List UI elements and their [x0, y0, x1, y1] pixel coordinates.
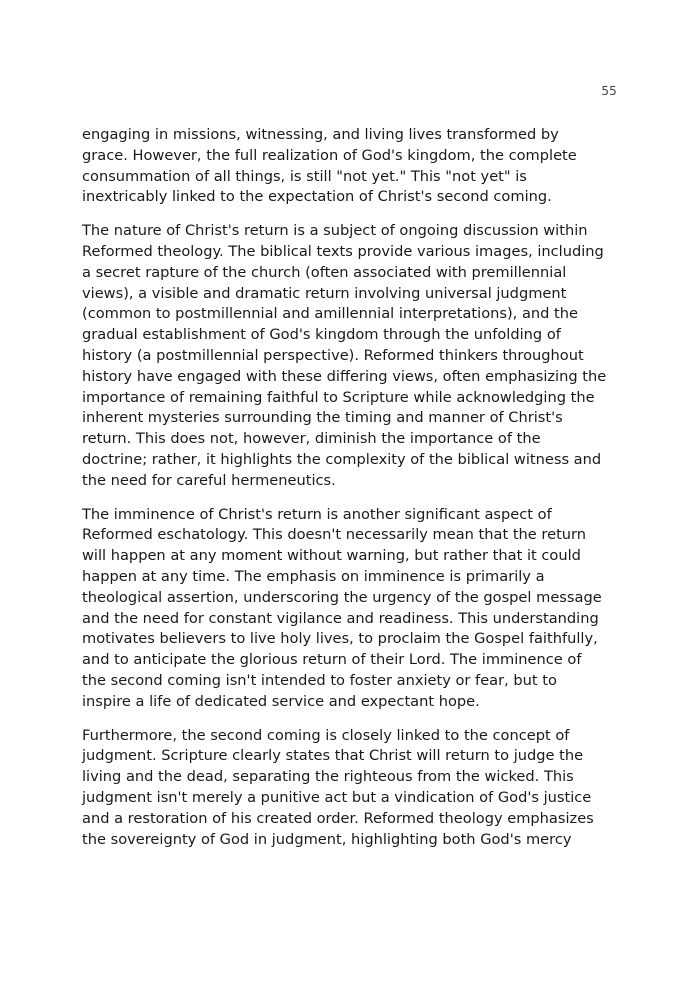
text-line: Reformed eschatology. This doesn't necessarily mean that the return — [82, 526, 587, 544]
text-line: the sovereignty of God in judgment, highlighting both God's mercy — [82, 830, 572, 848]
text-line: judgment isn't merely a punitive act but a vindication of God's justice — [82, 788, 592, 806]
paragraph-4 — [82, 726, 622, 851]
paragraph-1 — [82, 125, 622, 208]
text-line: Reformed theology. The biblical texts provide various images, including — [82, 242, 604, 260]
text-line: doctrine; rather, it highlights the complexity of the biblical witness and — [82, 450, 602, 468]
text-line: views), a visible and dramatic return involving universal judgment — [82, 284, 567, 302]
paragraph-2 — [82, 221, 622, 491]
text-line: The nature of Christ's return is a subject of ongoing discussion within — [82, 222, 588, 240]
text-line: and to anticipate the glorious return of their Lord. The imminence of — [82, 651, 582, 669]
text-line: judgment. Scripture clearly states that Christ will return to judge the — [82, 747, 584, 765]
text-line: inextricably linked to the expectation of Christ's second coming. — [82, 188, 552, 206]
text-line: history (a postmillennial perspective). Reformed thinkers throughout — [82, 346, 584, 364]
text-line: return. This does not, however, diminish the importance of the — [82, 430, 541, 448]
text-line: inherent mysteries surrounding the timing and manner of Christ's — [82, 409, 563, 427]
text-line: Furthermore, the second coming is closely linked to the concept of — [82, 726, 570, 744]
text-line: history have engaged with these differing views, often emphasizing the — [82, 367, 607, 385]
text-line: importance of remaining faithful to Scripture while acknowledging the — [82, 388, 595, 406]
text-line: grace. However, the full realization of God's kingdom, the complete — [82, 146, 577, 164]
text-line: engaging in missions, witnessing, and living lives transformed by — [82, 126, 559, 143]
text-line: and the need for constant vigilance and readiness. This understanding — [82, 609, 599, 627]
text-line: and a restoration of his created order. Reformed theology emphasizes — [82, 809, 594, 827]
text-line: the second coming isn't intended to foster anxiety or fear, but to — [82, 671, 557, 689]
text-body — [82, 125, 622, 863]
text-line: will happen at any moment without warning, but rather that it could — [82, 547, 581, 565]
page-number: 55 — [601, 84, 617, 98]
text-line: The imminence of Christ's return is another significant aspect of — [82, 505, 552, 523]
text-line: a secret rapture of the church (often associated with premillennial — [82, 263, 567, 281]
paragraph-3 — [82, 505, 622, 713]
text-line: theological assertion, underscoring the urgency of the gospel message — [82, 588, 602, 606]
text-line: consummation of all things, is still "not yet." This "not yet" is — [82, 167, 527, 185]
text-line: motivates believers to live holy lives, to proclaim the Gospel faithfully, — [82, 630, 598, 648]
text-line: living and the dead, separating the righteous from the wicked. This — [82, 768, 574, 786]
text-line: inspire a life of dedicated service and expectant hope. — [82, 692, 480, 710]
text-line: the need for careful hermeneutics. — [82, 471, 336, 489]
text-line: gradual establishment of God's kingdom through the unfolding of — [82, 326, 561, 344]
text-line: happen at any time. The emphasis on imminence is primarily a — [82, 567, 545, 585]
text-line: (common to postmillennial and amillennial interpretations), and the — [82, 305, 579, 323]
